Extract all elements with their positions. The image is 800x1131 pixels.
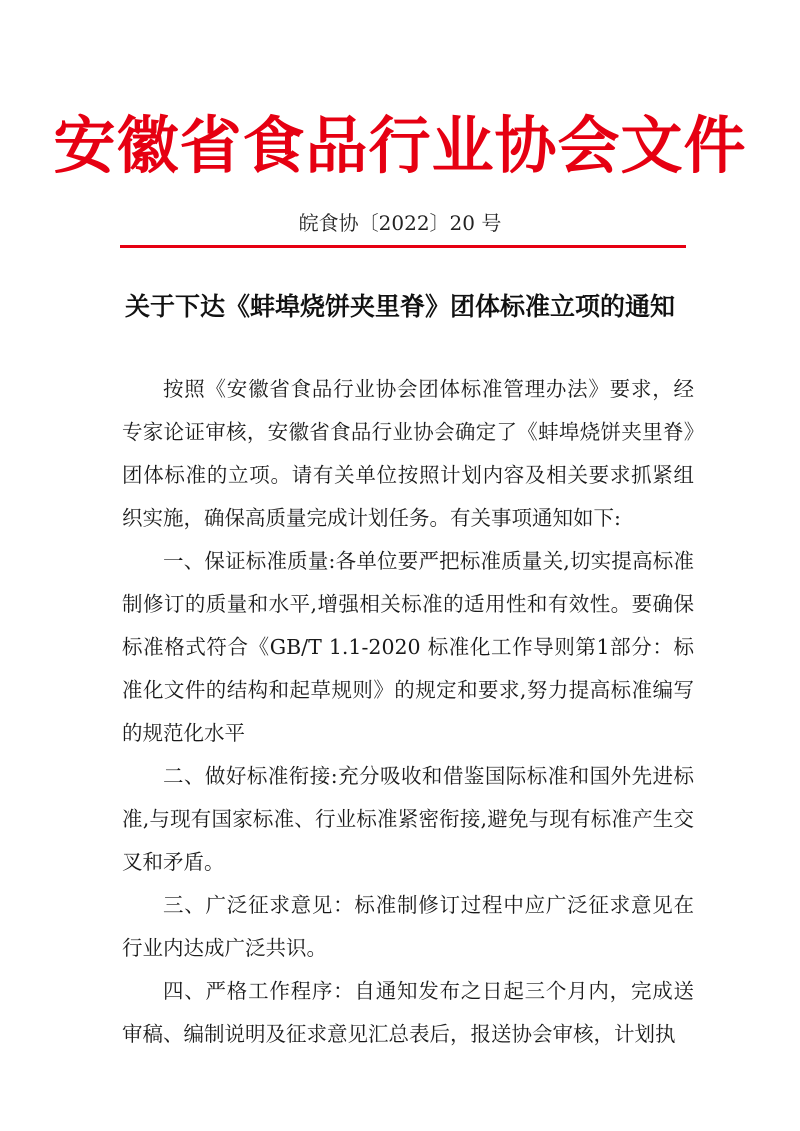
paragraph-item-1: 一、保证标准质量:各单位要严把标准质量关,切实提高标准制修订的质量和水平,增强相关标准的适用性和有效性。要确保标准格式符合《GB/T 1.1-2020 标准化工作导则第1部分：标准化文件的结构和起草规则》的规定和要求,努力提高标准编写的规范化水平 <box>122 549 694 745</box>
issuer-heading: 安徽省食品行业协会文件 <box>53 109 747 182</box>
body-text <box>122 368 694 1056</box>
red-divider <box>120 245 686 248</box>
paragraph-intro: 按照《安徽省食品行业协会团体标准管理办法》要求，经专家论证审核，安徽省食品行业协会确定了《蚌埠烧饼夹里脊》团体标准的立项。请有关单位按照计划内容及相关要求抓紧组织实施，确保高质量完成计划任务。有关事项通知如下: <box>122 377 694 530</box>
paragraph-item-4: 四、严格工作程序：自通知发布之日起三个月内，完成送审稿、编制说明及征求意见汇总表后，报送协会审核，计划执 <box>122 979 694 1046</box>
notice-title: 关于下达《蚌埠烧饼夹里脊》团体标准立项的通知 <box>124 292 675 321</box>
paragraph-item-2: 二、做好标准衔接:充分吸收和借鉴国际标准和国外先进标准,与现有国家标准、行业标准紧密衔接,避免与现有标准产生交叉和矛盾。 <box>122 764 694 874</box>
paragraph-item-3: 三、广泛征求意见：标准制修订过程中应广泛征求意见在行业内达成广泛共识。 <box>122 893 694 960</box>
document-number: 皖食协〔2022〕20 号 <box>298 211 502 235</box>
